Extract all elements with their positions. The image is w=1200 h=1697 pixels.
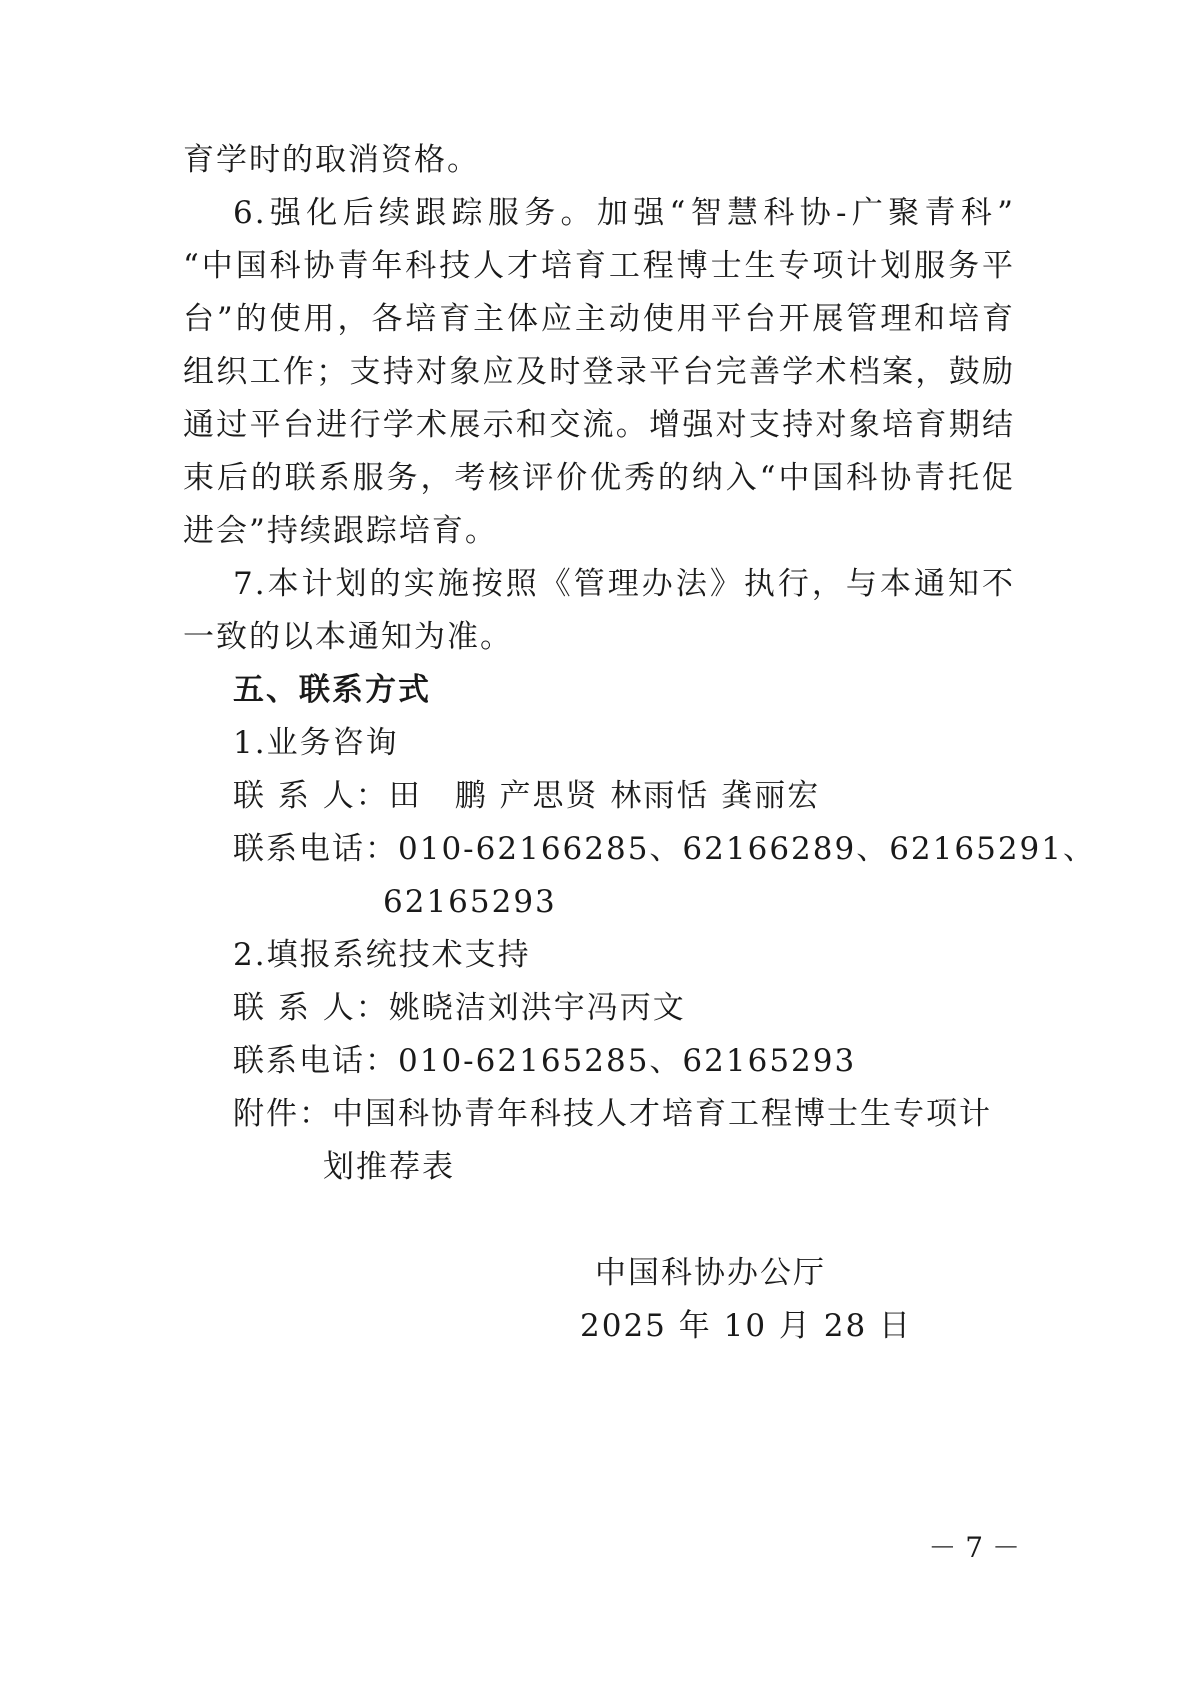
contact-item1-phones: 联系电话：010-62166285、62166289、62165291、 [233,831,1096,867]
contact-item2-phones: 联系电话：010-62165285、62165293 [233,1043,857,1079]
contact-item1-people: 联 系 人：田 鹏 产思贤 林雨恬 龚丽宏 [233,778,821,814]
body-line-3: “中国科协青年科技人才培育工程博士生专项计划服务平 [183,248,1015,284]
page-number: － 7 － [928,1531,1020,1564]
attachment-line-cont: 划推荐表 [323,1149,455,1185]
contact-item2-title: 2.填报系统技术支持 [233,937,531,973]
body-line-4: 台”的使用，各培育主体应主动使用平台开展管理和培育 [183,301,1015,337]
contact-item1-phones-cont: 62165293 [383,884,557,920]
contact-item2-people: 联 系 人：姚晓洁刘洪宇冯丙文 [233,990,686,1026]
body-line-9: 7.本计划的实施按照《管理办法》执行，与本通知不 [233,566,1015,602]
body-line-6: 通过平台进行学术展示和交流。增强对支持对象培育期结 [183,407,1015,443]
section-heading: 五、联系方式 [233,672,431,708]
signature-date: 2025 年 10 月 28 日 [580,1308,913,1344]
body-line-5: 组织工作；支持对象应及时登录平台完善学术档案，鼓励 [183,354,1015,390]
signature-org: 中国科协办公厅 [595,1255,826,1291]
body-line-10: 一致的以本通知为准。 [183,619,513,655]
attachment-line: 附件：中国科协青年科技人才培育工程博士生专项计 [233,1096,992,1132]
body-line-2: 6.强化后续跟踪服务。加强“智慧科协-广聚青科” [233,195,1015,231]
body-line-8: 进会”持续跟踪培育。 [183,513,498,549]
body-line-7: 束后的联系服务，考核评价优秀的纳入“中国科协青托促 [183,460,1015,496]
body-line-1: 育学时的取消资格。 [183,142,480,178]
contact-item1-title: 1.业务咨询 [233,725,399,761]
